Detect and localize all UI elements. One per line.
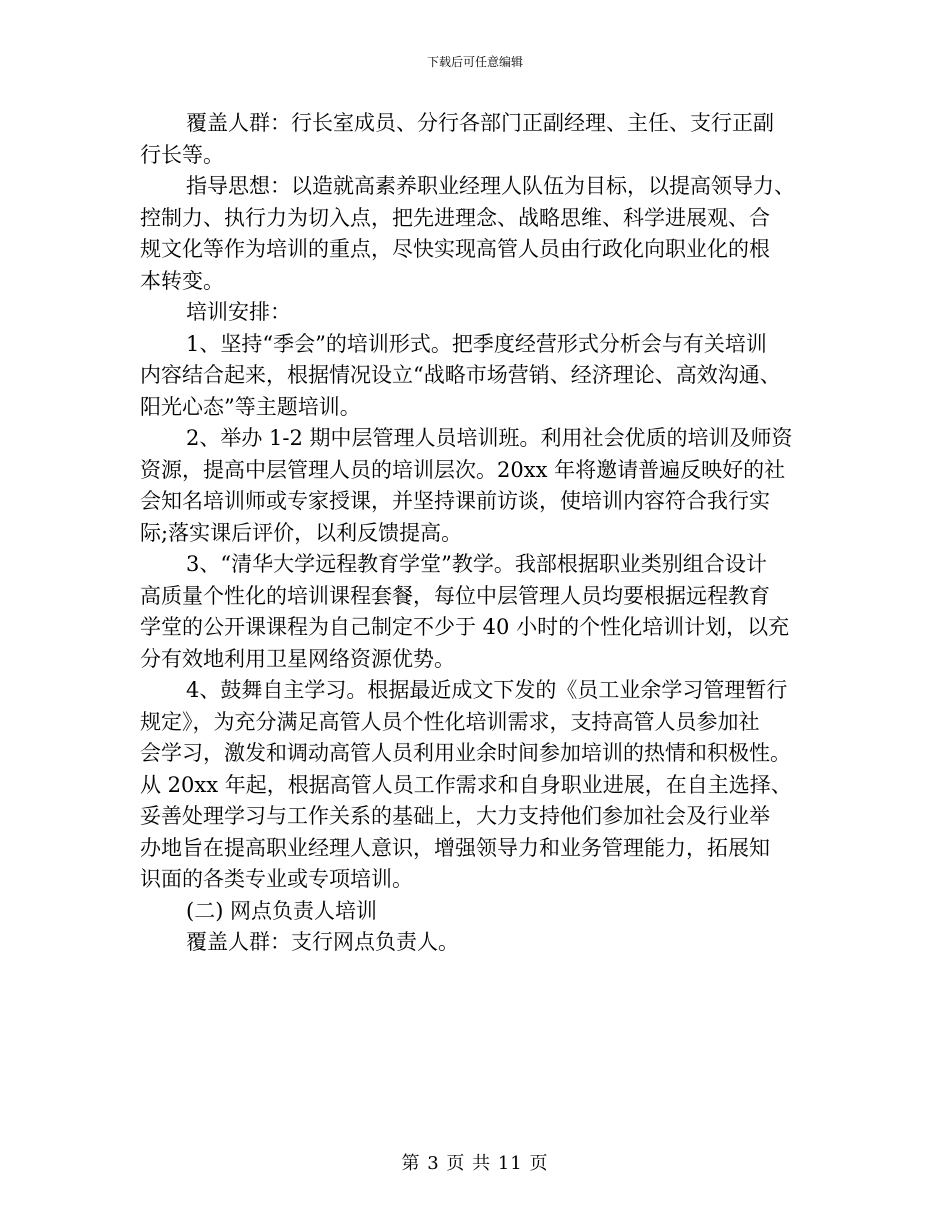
page-number: 第 3 页 共 11 页 — [401, 1153, 549, 1174]
paragraph-item-2 — [140, 423, 812, 549]
paragraph-line: 4、鼓舞自主学习。根据最近成文下发的《员工业余学习管理暂行 — [186, 678, 788, 702]
paragraph-line: 覆盖人群：支行网点负责人。 — [186, 930, 459, 954]
paragraph-line: 高质量个性化的培训课程套餐，每位中层管理人员均要根据远程教育 — [140, 583, 770, 608]
paragraph-coverage-branch-managers — [140, 927, 812, 959]
paragraph-line: 会学习，激发和调动高管人员利用业余时间参加培训的热情和积极性。 — [140, 741, 791, 765]
paragraph-line: 指导思想：以造就高素养职业经理人队伍为目标，以提高领导力、 — [186, 174, 795, 198]
paragraph-line: 3、“清华大学远程教育学堂”教学。我部根据职业类别组合设计 — [186, 552, 767, 576]
paragraph-line: 资源，提高中层管理人员的培训层次。20xx 年将邀请普遍反映好的社 — [140, 457, 786, 482]
document-body — [140, 108, 812, 959]
paragraph-line: 妥善处理学习与工作关系的基础上，大力支持他们参加社会及行业举 — [140, 804, 770, 828]
paragraph-line: 学堂的公开课课程为自己制定不少于 40 小时的个性化培训计划，以充 — [140, 615, 790, 639]
paragraph-line: 际;落实课后评价，以利反馈提高。 — [140, 520, 463, 545]
paragraph-item-4 — [140, 675, 812, 896]
paragraph-coverage-executives — [140, 108, 812, 171]
paragraph-line: 会知名培训师或专家授课，并坚持课前访谈，使培训内容符合我行实 — [140, 489, 770, 513]
page-footer — [0, 1152, 950, 1176]
paragraph-line: 覆盖人群：行长室成员、分行各部门正副经理、主任、支行正副 — [186, 111, 774, 135]
page-header — [0, 54, 950, 70]
paragraph-line: 从 20xx 年起，根据高管人员工作需求和自身职业进展，在自主选择、 — [140, 772, 792, 797]
paragraph-line: 分有效地利用卫星网络资源优势。 — [140, 646, 455, 671]
paragraph-line: 行长等。 — [140, 142, 224, 167]
paragraph-line: 规文化等作为培训的重点，尽快实现高管人员由行政化向职业化的根 — [140, 237, 770, 261]
paragraph-line: 2、举办 1-2 期中层管理人员培训班。利用社会优质的培训及师资 — [186, 426, 793, 450]
paragraph-line: 培训安排： — [186, 300, 291, 324]
paragraph-line: (二) 网点负责人培训 — [186, 898, 378, 923]
paragraph-guiding-ideology — [140, 171, 812, 297]
paragraph-line: 阳光心态”等主题培训。 — [140, 394, 361, 419]
paragraph-training-arrangement — [140, 297, 812, 329]
section-heading-branch-managers — [140, 896, 812, 928]
paragraph-line: 内容结合起来，根据情况设立“战略市场营销、经济理论、高效沟通、 — [140, 363, 781, 387]
paragraph-line: 1、坚持“季会”的培训形式。把季度经营形式分析会与有关培训 — [186, 331, 767, 356]
header-text: 下载后可任意编辑 — [426, 55, 523, 69]
paragraph-line: 本转变。 — [140, 268, 224, 293]
paragraph-line: 控制力、执行力为切入点，把先进理念、战略思维、科学进展观、合 — [140, 205, 770, 230]
paragraph-item-3 — [140, 549, 812, 675]
paragraph-line: 办地旨在提高职业经理人意识，增强领导力和业务管理能力，拓展知 — [140, 835, 770, 860]
paragraph-line: 识面的各类专业或专项培训。 — [140, 867, 413, 891]
paragraph-line: 规定》，为充分满足高管人员个性化培训需求，支持高管人员参加社 — [140, 709, 760, 734]
paragraph-item-1 — [140, 329, 812, 424]
